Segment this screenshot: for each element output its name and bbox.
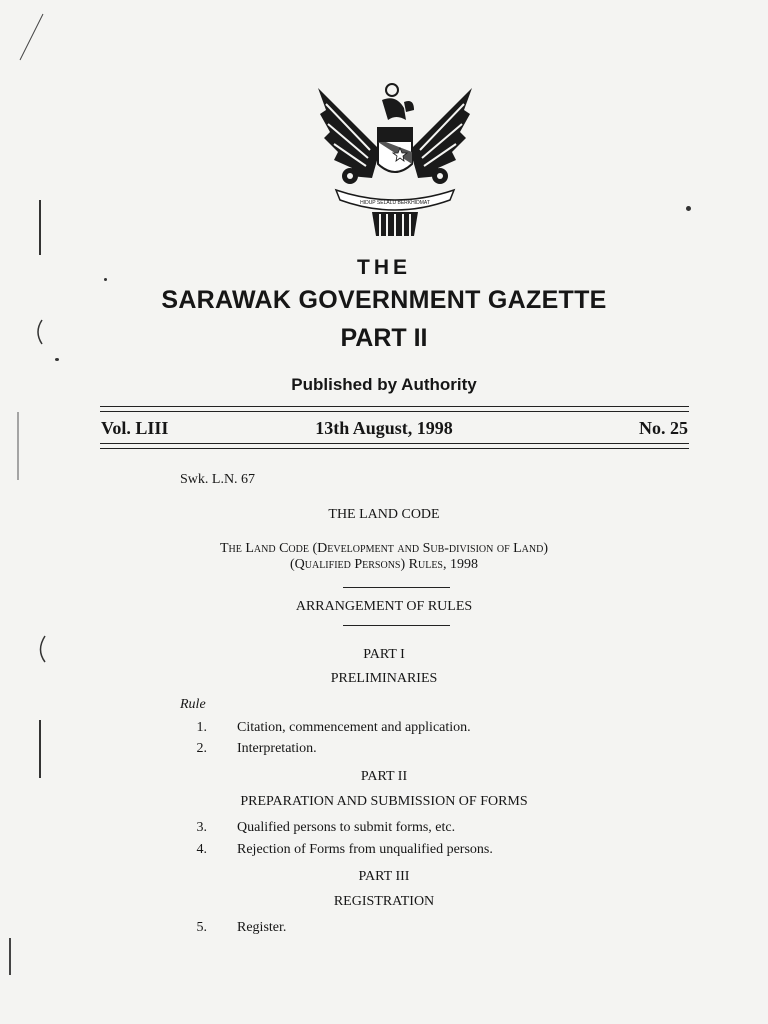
part-label: PART III xyxy=(358,869,410,884)
part-label: PART II xyxy=(360,769,408,784)
gazette-part: PART II xyxy=(340,324,428,352)
crest-scroll-text: HIDUP SELALU BERKHIDMAT xyxy=(360,200,430,206)
published-by-authority: Published by Authority xyxy=(291,375,477,394)
section-divider xyxy=(343,625,450,626)
masthead-rule-bottom xyxy=(100,443,689,444)
rules-title-line1: The Land Code (Development and Sub-division of Land) xyxy=(219,541,549,556)
rule-title: Rejection of Forms from unqualified persons. xyxy=(237,842,493,857)
issue-volume: Vol. LIII xyxy=(101,418,169,438)
masthead-the: THE xyxy=(357,256,411,279)
part-label: PART I xyxy=(363,647,405,662)
rules-title-line2: (Qualified Persons) Rules, 1998 xyxy=(289,557,478,572)
sarawak-coat-of-arms-icon xyxy=(310,80,480,240)
rule-title: Interpretation. xyxy=(237,741,317,756)
masthead-rule-top-inner xyxy=(100,411,689,412)
part-heading: REGISTRATION xyxy=(333,894,435,909)
rule-number: 5. xyxy=(196,920,207,935)
part-heading: PRELIMINARIES xyxy=(330,671,438,686)
legal-notice-reference: Swk. L.N. 67 xyxy=(180,472,256,487)
section-divider xyxy=(343,587,450,588)
act-title: THE LAND CODE xyxy=(328,507,440,522)
rule-title: Register. xyxy=(237,920,287,935)
masthead-rule-top xyxy=(100,406,689,407)
rule-column-label: Rule xyxy=(180,697,206,712)
issue-date: 13th August, 1998 xyxy=(315,418,453,438)
part-heading: PREPARATION AND SUBMISSION OF FORMS xyxy=(240,794,528,809)
gazette-title: SARAWAK GOVERNMENT GAZETTE xyxy=(161,286,607,314)
rule-title: Citation, commencement and application. xyxy=(237,720,471,735)
arrangement-heading: ARRANGEMENT OF RULES xyxy=(295,599,473,614)
rule-number: 3. xyxy=(196,820,207,835)
rule-number: 4. xyxy=(196,842,207,857)
issue-number: No. 25 xyxy=(639,418,688,438)
rule-number: 1. xyxy=(196,720,207,735)
rule-title: Qualified persons to submit forms, etc. xyxy=(237,820,456,835)
masthead-rule-bottom-inner xyxy=(100,448,689,449)
rule-number: 2. xyxy=(196,741,207,756)
